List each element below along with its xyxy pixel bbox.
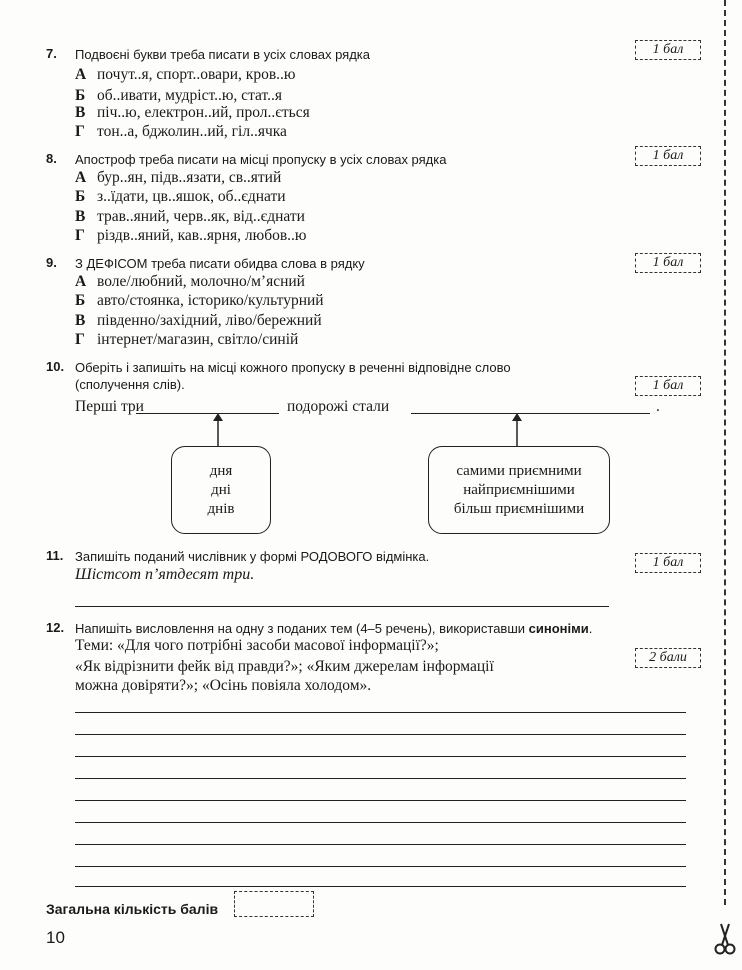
arrow-up-icon [211,413,225,446]
q12-text: Напишіть висловлення на одну з поданих тем (4–5 речень), використавши синоніми. [75,621,593,636]
q12-answer-line[interactable] [75,866,686,867]
cut-line [724,0,726,905]
q11-answer-line[interactable] [75,606,609,607]
q8-score-box: 1 бал [635,146,701,166]
q7-score-box: 1 бал [635,40,701,60]
q12-topics-line2: «Як відрізнити фейк від правди?»; «Яким джерелам інформації [75,658,494,675]
q8-option-h[interactable]: Г різдв..яний, кав..ярня, любов..ю [75,227,307,244]
q12-topics-line3: можна довіряти?»; «Осінь повіяла холодом». [75,677,372,694]
q8-option-b[interactable]: Б з..їдати, цв..яшок, об..єднати [75,188,286,205]
q10-options-box-1 [171,446,271,534]
q12-number: 12. [46,620,65,635]
page-number: 10 [46,928,65,947]
arrow-up-icon [510,413,524,446]
scissors-icon [713,922,737,956]
q12-score-box: 2 бали [635,648,701,668]
q10-text-line1: Оберіть і запишіть на місці кожного пропуску в реченні відповідне слово [75,360,511,375]
q10-number: 10. [46,359,65,374]
total-score-label: Загальна кількість балів [46,901,219,917]
q9-option-h[interactable]: Г інтернет/магазин, світло/синій [75,331,299,348]
q12-answer-line[interactable] [75,756,686,757]
q12-answer-line[interactable] [75,778,686,779]
q8-number: 8. [46,151,57,166]
q9-score-box: 1 бал [635,253,701,273]
q11-number: 11. [46,548,64,563]
q7-option-v[interactable]: В піч..ю, електрон..ий, прол..ється [75,104,310,121]
q10-text-line2: (сполучення слів). [75,377,185,392]
q9-text: З ДЕФІСОМ треба писати обидва слова в рядку [75,256,365,271]
q11-score-box: 1 бал [635,553,701,573]
q10-options-box-2 [428,446,610,534]
q11-numeral: Шістсот п’ятдесят три. [75,566,255,583]
q10-box2-option[interactable]: найприємнішими [463,481,575,498]
q7-option-b[interactable]: Б об..ивати, мудріст..ю, стат..я [75,87,282,104]
q12-answer-line[interactable] [75,734,686,735]
q12-topics-line1: Теми: «Для чого потрібні засоби масової інформації?»; [75,637,439,654]
q7-option-h[interactable]: Г тон..а, бджолин..ий, гіл..ячка [75,123,287,140]
q9-option-a[interactable]: А воле/любний, молочно/м’ясний [75,273,305,290]
q8-text: Апостроф треба писати на місці пропуску в усіх словах рядка [75,152,447,167]
q12-answer-line[interactable] [75,712,686,713]
q8-option-a[interactable]: А бур..ян, підв..язати, св..ятий [75,169,282,186]
q10-box1-option[interactable]: днів [207,500,235,517]
q10-sentence-part1: Перші три [75,398,144,415]
q12-answer-line[interactable] [75,800,686,801]
q10-blank-1[interactable] [136,413,279,414]
q10-box1-option[interactable]: дня [209,462,233,479]
q7-number: 7. [46,46,57,61]
q9-number: 9. [46,255,57,270]
q9-option-v[interactable]: В південно/західний, ліво/бережний [75,312,322,329]
q10-box2-option[interactable]: більш приємнішими [453,500,585,517]
total-score-box[interactable] [234,891,314,917]
q7-text: Подвоєні букви треба писати в усіх словах рядка [75,47,370,62]
q12-answer-line[interactable] [75,886,686,887]
q12-answer-line[interactable] [75,844,686,845]
q10-score-box: 1 бал [635,376,701,396]
q10-box1-option[interactable]: дні [211,481,231,498]
q8-option-v[interactable]: В трав..яний, черв..як, від..єднати [75,208,305,225]
q12-answer-line[interactable] [75,822,686,823]
q10-blank-2[interactable] [411,413,650,414]
q7-option-a[interactable]: А почут..я, спорт..овари, кров..ю [75,66,296,83]
q10-sentence-part2: подорожі стали [287,398,390,415]
q10-box2-option[interactable]: самими приємними [456,462,582,479]
q9-option-b[interactable]: Б авто/стоянка, історико/культурний [75,292,324,309]
q10-sentence-end: . [656,398,660,415]
q11-text: Запишіть поданий числівник у формі РОДОВОГО відмінка. [75,549,430,564]
